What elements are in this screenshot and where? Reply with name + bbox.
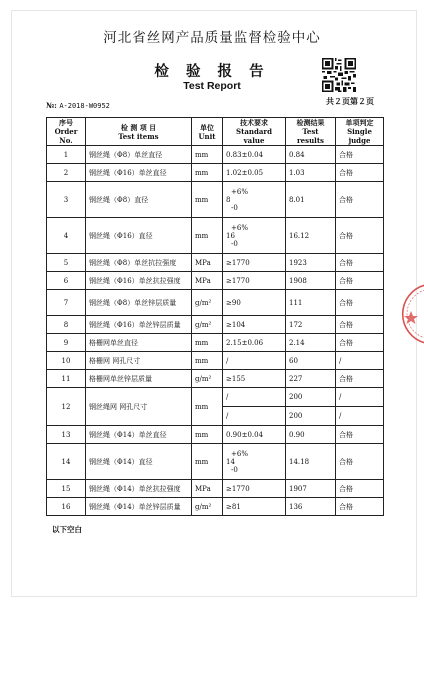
cell-single-judge: 合格 [336, 182, 384, 218]
official-seal-icon [397, 283, 424, 345]
cell-single-judge: / [336, 407, 384, 426]
cell-test-item: 钢丝绳（Φ8）单丝抗拉强度 [86, 254, 192, 272]
cell-test-item: 格栅网单丝锌层质量 [86, 370, 192, 388]
cell-order-no: 9 [47, 334, 86, 352]
cell-test-item: 钢丝绳（Φ14）单丝抗拉强度 [86, 480, 192, 498]
cell-test-item: 钢丝绳网 网孔尺寸 [86, 388, 192, 426]
cell-test-result: 8.01 [286, 182, 336, 218]
cell-standard-value: / [223, 407, 286, 426]
cell-standard-value [223, 370, 286, 388]
table-row [47, 370, 384, 388]
cell-standard-value [223, 164, 286, 182]
cell-test-item: 钢丝绳（Φ8）单丝直径 [86, 146, 192, 164]
cell-standard-value [223, 426, 286, 444]
cell-order-no: 1 [47, 146, 86, 164]
standard-value-line: +6% [231, 187, 248, 196]
cell-order-no: 16 [47, 498, 86, 516]
cell-standard-value [223, 254, 286, 272]
cell-single-judge: 合格 [336, 164, 384, 182]
report-title-en: Test Report [183, 80, 241, 92]
cell-order-no: 5 [47, 254, 86, 272]
cell-standard-value [223, 316, 286, 334]
cell-test-item: 钢丝绳（Φ16）单丝抗拉强度 [86, 272, 192, 290]
cell-standard-value [223, 272, 286, 290]
cell-unit: MPa [192, 480, 223, 498]
standard-value-line: 1.02±0.05 [226, 168, 264, 177]
cell-unit: MPa [192, 254, 223, 272]
cell-test-result: 1.03 [286, 164, 336, 182]
column-header-order: 序号 Order No. [47, 118, 86, 146]
cell-unit: mm [192, 218, 223, 254]
standard-value-line: +6% [231, 223, 248, 232]
cell-standard-value [223, 352, 286, 370]
cell-test-result: 0.84 [286, 146, 336, 164]
table-row [47, 218, 384, 254]
table-row [47, 290, 384, 316]
table-body [47, 146, 384, 516]
cell-test-result: 0.90 [286, 426, 336, 444]
table-row [47, 316, 384, 334]
cell-order-no: 3 [47, 182, 86, 218]
standard-value-line: ≥1770 [226, 276, 250, 285]
page-indicator: 共２页第２页 [326, 96, 374, 106]
standard-value-line: ≥1770 [226, 484, 250, 493]
cell-single-judge: 合格 [336, 444, 384, 480]
standard-value-line: 2.15±0.06 [226, 338, 264, 347]
table-row [47, 254, 384, 272]
cell-test-result: 200 [286, 388, 336, 407]
cell-unit: mm [192, 352, 223, 370]
cell-single-judge: / [336, 352, 384, 370]
document-number [46, 101, 110, 110]
column-header-result: 检测结果 Test results [286, 118, 336, 146]
cell-test-result: 136 [286, 498, 336, 516]
cell-unit: mm [192, 182, 223, 218]
cell-single-judge: 合格 [336, 498, 384, 516]
cell-order-no: 15 [47, 480, 86, 498]
standard-value-line: ≥1770 [226, 258, 250, 267]
column-header-unit: 单位 Unit [192, 118, 223, 146]
cell-test-result: 227 [286, 370, 336, 388]
cell-single-judge: 合格 [336, 290, 384, 316]
cell-unit: mm [192, 444, 223, 480]
cell-test-item: 钢丝绳（Φ14）单丝直径 [86, 426, 192, 444]
cell-single-judge: 合格 [336, 316, 384, 334]
cell-single-judge: 合格 [336, 146, 384, 164]
cell-unit: mm [192, 426, 223, 444]
cell-standard-value [223, 218, 286, 254]
cell-order-no: 11 [47, 370, 86, 388]
cell-unit: mm [192, 334, 223, 352]
cell-test-result: 1907 [286, 480, 336, 498]
table-header-row [47, 118, 384, 146]
cell-order-no: 8 [47, 316, 86, 334]
table-row [47, 164, 384, 182]
cell-single-judge: 合格 [336, 272, 384, 290]
standard-value-line: ≥104 [226, 320, 246, 329]
cell-test-item: 钢丝绳（Φ14）直径 [86, 444, 192, 480]
cell-standard-value [223, 480, 286, 498]
standard-value-line: -0 [231, 203, 238, 212]
cell-single-judge: 合格 [336, 426, 384, 444]
standard-value-line: -0 [231, 465, 238, 474]
report-title-cn: 检 验 报 告 [154, 63, 270, 80]
cell-test-item: 钢丝绳（Φ14）单丝锌层质量 [86, 498, 192, 516]
table-row [47, 498, 384, 516]
table-row [47, 480, 384, 498]
cell-single-judge: 合格 [336, 370, 384, 388]
standard-value-line: / [226, 356, 229, 365]
cell-test-item: 钢丝绳（Φ8）单丝锌层质量 [86, 290, 192, 316]
cell-order-no: 6 [47, 272, 86, 290]
organization-name: 河北省丝网产品质量监督检验中心 [103, 30, 321, 46]
cell-unit: g/m² [192, 290, 223, 316]
cell-unit: g/m² [192, 498, 223, 516]
cell-unit: mm [192, 146, 223, 164]
cell-unit: mm [192, 388, 223, 426]
cell-unit: MPa [192, 272, 223, 290]
cell-test-item: 钢丝绳（Φ16）单丝直径 [86, 164, 192, 182]
standard-value-line: 0.90±0.04 [226, 430, 264, 439]
standard-value-line: +6% [231, 449, 248, 458]
cell-single-judge: 合格 [336, 218, 384, 254]
cell-test-result: 200 [286, 407, 336, 426]
document-number-value: A-2018-W0952 [59, 102, 110, 110]
cell-test-result: 16.12 [286, 218, 336, 254]
table-row [47, 146, 384, 164]
cell-standard-value [223, 146, 286, 164]
blank-note: 以下空白 [52, 525, 82, 534]
table-row [47, 182, 384, 218]
cell-single-judge: 合格 [336, 254, 384, 272]
cell-order-no: 13 [47, 426, 86, 444]
table-row [47, 272, 384, 290]
cell-unit: g/m² [192, 370, 223, 388]
cell-standard-value [223, 498, 286, 516]
column-header-item: 检 测 项 目 Test items [86, 118, 192, 146]
cell-standard-value [223, 182, 286, 218]
standard-value-line: 8 [226, 195, 231, 204]
cell-order-no: 4 [47, 218, 86, 254]
document-number-label: №: [46, 101, 57, 110]
cell-test-result: 14.18 [286, 444, 336, 480]
cell-single-judge: 合格 [336, 480, 384, 498]
cell-test-item: 钢丝绳（Φ16）直径 [86, 218, 192, 254]
standard-value-line: ≥90 [226, 298, 241, 307]
cell-unit: g/m² [192, 316, 223, 334]
cell-test-result: 172 [286, 316, 336, 334]
cell-single-judge: 合格 [336, 334, 384, 352]
cell-unit: mm [192, 164, 223, 182]
standard-value-line: 16 [226, 231, 235, 240]
table-row [47, 426, 384, 444]
cell-test-result: 2.14 [286, 334, 336, 352]
standard-value-line: -0 [231, 239, 238, 248]
cell-order-no: 7 [47, 290, 86, 316]
cell-test-result: 111 [286, 290, 336, 316]
cell-test-result: 60 [286, 352, 336, 370]
cell-test-item: 格栅网单丝直径 [86, 334, 192, 352]
cell-standard-value [223, 334, 286, 352]
cell-standard-value [223, 444, 286, 480]
standard-value-line: 14 [226, 457, 235, 466]
column-header-judge: 单项判定 Single judge [336, 118, 384, 146]
table-row [47, 388, 384, 407]
table-row [47, 352, 384, 370]
column-header-standard: 技术要求 Standard value [223, 118, 286, 146]
cell-test-item: 钢丝绳（Φ8）直径 [86, 182, 192, 218]
qr-code-icon [322, 58, 356, 92]
cell-order-no: 10 [47, 352, 86, 370]
cell-test-result: 1908 [286, 272, 336, 290]
standard-value-line: ≥155 [226, 374, 246, 383]
cell-standard-value [223, 290, 286, 316]
cell-order-no: 14 [47, 444, 86, 480]
test-results-table [46, 117, 384, 516]
cell-standard-value [223, 388, 286, 407]
table-row [47, 444, 384, 480]
cell-single-judge: / [336, 388, 384, 407]
table-row [47, 334, 384, 352]
cell-test-item: 钢丝绳（Φ16）单丝锌层质量 [86, 316, 192, 334]
cell-test-item: 格栅网 网孔尺寸 [86, 352, 192, 370]
standard-value-line: ≥81 [226, 502, 241, 511]
cell-order-no: 12 [47, 388, 86, 426]
cell-order-no: 2 [47, 164, 86, 182]
standard-value-line: 0.83±0.04 [226, 150, 264, 159]
cell-test-result: 1923 [286, 254, 336, 272]
standard-value-line: / [226, 393, 229, 401]
